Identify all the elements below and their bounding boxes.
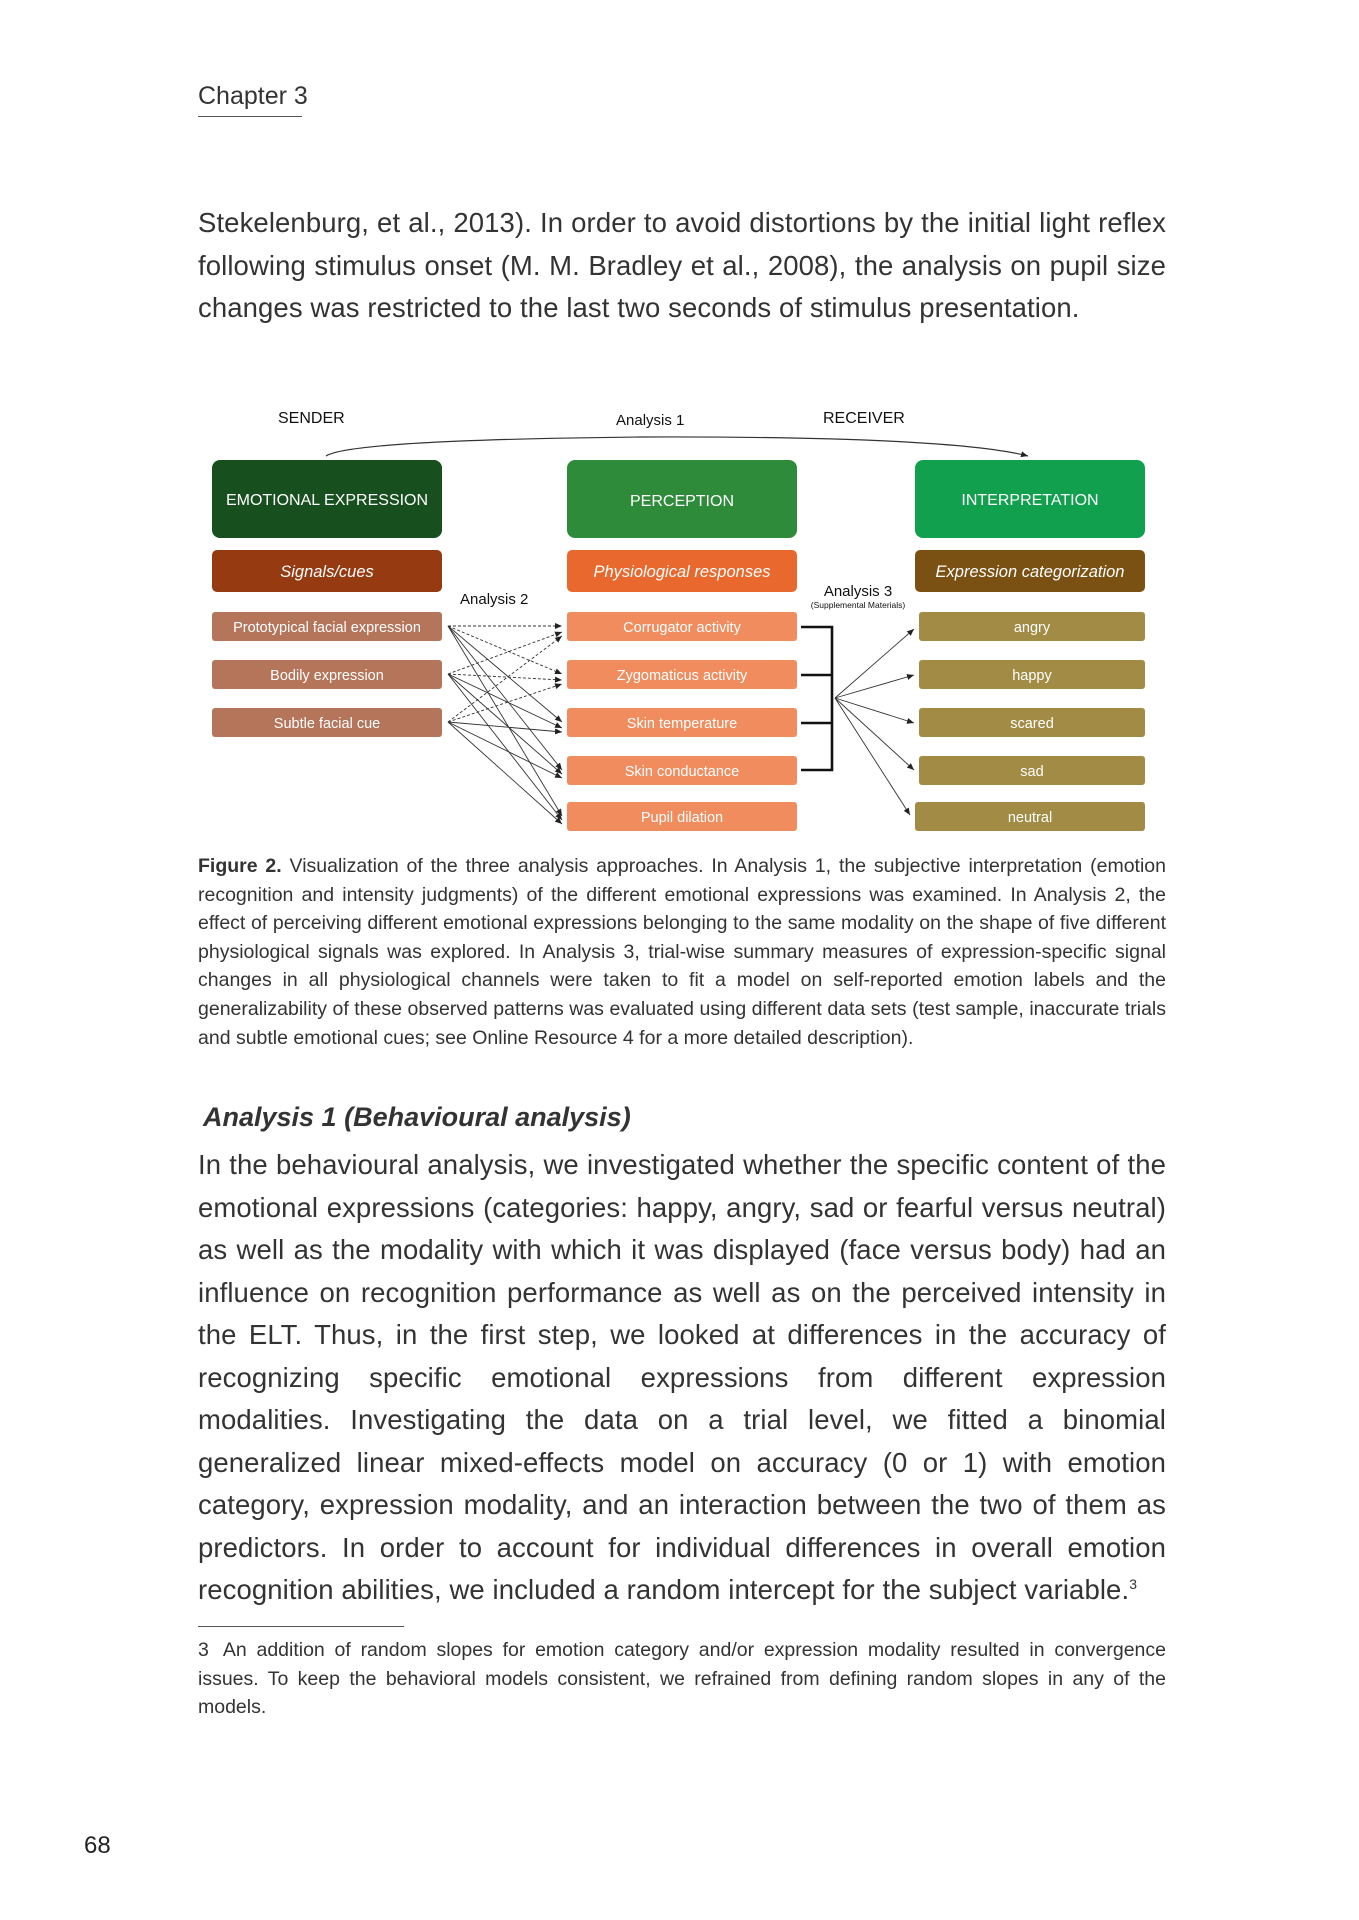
analysis1-label: Analysis 1 <box>616 412 685 429</box>
perception-item-label: Pupil dilation <box>640 810 724 826</box>
a2-arrow <box>448 674 562 774</box>
analysis2-arrows <box>448 626 562 824</box>
perception-item-label: Skin conductance <box>624 764 740 780</box>
section-heading: Analysis 1 (Behavioural analysis) <box>203 1102 631 1132</box>
a2-arrow <box>448 674 562 728</box>
footnote-text: An addition of random slopes for emotion category and/or expression modality resulted in convergence issues. To keep the behavioral models consistent, we refrained from defining random slopes in any of the models. <box>198 1639 1166 1719</box>
page-number: 68 <box>84 1832 111 1859</box>
sender-item-label: Bodily expression <box>270 668 384 684</box>
a2-arrow <box>448 626 562 816</box>
chapter-underline <box>198 116 302 117</box>
figure-caption-text: Visualization of the three analysis approaches. In Analysis 1, the subjective interpretation (emotion recognition and intensity judgments) of the different emotional expressions was examined. In Analysis 2, the effect of perceiving different emotional expressions belonging to the same modality on the shape of five different physiological signals was explored. In Analysis 3, trial-wise summary measures of expression-specific signal changes in all physiological channels were taken to fit a model on self-reported emotion labels and the generalizability of these observed patterns was evaluated using different data sets (test sample, inaccurate trials and subtle emotional cues; see Online Resource 4 for a more detailed description). <box>198 855 1166 1049</box>
a2-arrow <box>448 626 562 770</box>
interpretation-item-label: sad <box>1020 764 1044 780</box>
analysis1-arc <box>326 437 1028 456</box>
a2-arrow <box>448 684 562 722</box>
analysis3-bracket <box>801 627 832 770</box>
interpretation-item-label: angry <box>1013 620 1051 636</box>
physiological-responses-label: Physiological responses <box>593 563 771 581</box>
analysis3-note: (Supplemental Materials) <box>810 600 906 610</box>
interpretation-item-label: scared <box>1010 716 1054 732</box>
interpretation-title: INTERPRETATION <box>961 492 1099 509</box>
analysis3-label: Analysis 3 <box>823 583 893 600</box>
chapter-label: Chapter 3 <box>198 82 308 110</box>
a2-arrow <box>448 722 562 824</box>
perception-title: PERCEPTION <box>629 493 735 510</box>
sender-item-label: Prototypical facial expression <box>233 620 421 636</box>
figure-2-diagram <box>190 390 1170 850</box>
analysis3-arrows <box>835 629 914 815</box>
figure-caption <box>198 852 1166 1052</box>
perception-item-label: Corrugator activity <box>623 620 741 636</box>
analysis2-label: Analysis 2 <box>460 591 529 608</box>
footnote <box>198 1636 1166 1722</box>
a2-arrow <box>448 674 562 820</box>
receiver-label: RECEIVER <box>823 410 905 427</box>
sender-label: SENDER <box>278 410 345 427</box>
interpretation-item-label: happy <box>1012 668 1052 684</box>
emotional-expression-title: EMOTIONAL EXPRESSION <box>225 492 429 509</box>
footnote-rule <box>198 1626 404 1627</box>
sender-item-label: Subtle facial cue <box>273 716 381 732</box>
perception-item-label: Zygomaticus activity <box>616 668 748 684</box>
a2-arrow <box>448 632 562 674</box>
a3-arrow <box>835 629 914 698</box>
interpretation-item-label: neutral <box>1007 810 1053 826</box>
footnote-number: 3 <box>198 1639 209 1661</box>
section-paragraph-text: In the behavioural analysis, we investigated whether the specific content of the emotional expressions (categories: happy, angry, sad or fearful versus neutral) as well as the modality with which it was displayed (face versus body) had an influence on recognition performance as well as on the perceived intensity in the ELT. Thus, in the first step, we looked at differences in the accuracy of recognizing specific emotional expressions from different expression modalities. Investigating the data on a trial level, we fitted a binomial generalized linear mixed-effects model on accuracy (0 or 1) with emotion category, expression modality, and an interaction between the two of them as predictors. In order to account for individual differences in overall emotion recognition abilities, we included a random intercept for the subject variable. <box>198 1149 1166 1605</box>
perception-item-label: Skin temperature <box>626 716 738 732</box>
a2-arrow <box>448 626 562 674</box>
expression-categorization-label: Expression categorization <box>935 563 1125 581</box>
intro-paragraph: Stekelenburg, et al., 2013). In order to avoid distortions by the initial light reflex following stimulus onset (M. M. Bradley et al., 2008), the analysis on pupil size changes was restricted to the last two seconds of stimulus presentation. <box>198 207 1166 323</box>
a3-arrow <box>835 675 914 698</box>
footnote-ref: 3 <box>1129 1575 1138 1592</box>
a3-arrow <box>835 698 914 723</box>
figure-caption-label: Figure 2. <box>198 855 282 877</box>
a2-arrow <box>448 626 562 722</box>
signals-cues-label: Signals/cues <box>280 563 374 581</box>
section-paragraph <box>198 1144 1166 1612</box>
